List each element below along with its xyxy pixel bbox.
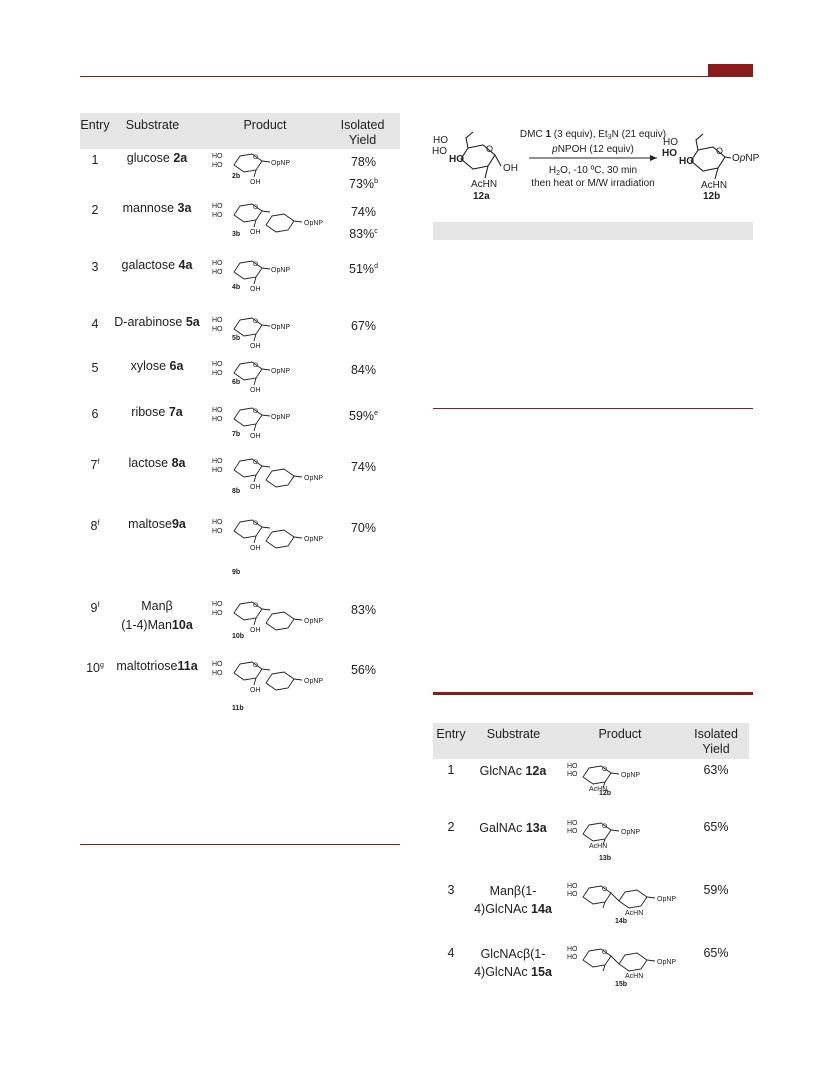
row-entry: 6 (91, 407, 99, 422)
group-ring-o: O (253, 408, 259, 415)
group-ring-o: O (253, 154, 259, 161)
sm-structure (461, 132, 501, 178)
prod-label: 12b (703, 191, 721, 202)
group-ring-o: O (253, 602, 259, 609)
group-ho: HO (212, 153, 223, 160)
group-achn: AcHN (589, 843, 608, 850)
t2-header-yield-line2: Yield (702, 742, 730, 756)
compound-label: 10b (232, 633, 245, 640)
row-entry: 9$^f$ (90, 601, 100, 616)
group-ho: HO (212, 610, 223, 617)
product-structure (210, 312, 335, 350)
group-opnp: OpNP (621, 772, 641, 779)
group-opnp: OpNP (271, 414, 291, 421)
row-substrate: GlcNAc 12a (479, 764, 547, 778)
t2-header-yield (685, 727, 747, 757)
product-structure (210, 453, 335, 495)
row-substrate: xylose 6a (130, 359, 184, 373)
reagent-line-2: pNPOH (12 equiv) (552, 144, 634, 155)
scheme-svg (432, 118, 760, 214)
row-entry: 2 (447, 820, 455, 834)
row-substrate: Manβ (1-4)Man10a (121, 599, 193, 632)
compound-label: 15b (615, 981, 628, 988)
row-substrate: GlcNAcβ(1- 4)GlcNAc 15a (474, 947, 552, 979)
group-oh: OH (250, 433, 261, 440)
group-ho: HO (212, 317, 223, 324)
group-ring-o: O (253, 520, 259, 527)
product-structure (210, 148, 335, 186)
group-ring-o: O (602, 823, 608, 830)
row-yield: 51%$^d$ (349, 262, 378, 277)
row-entry: 5 (91, 361, 99, 376)
row-yield: 83% (350, 603, 377, 618)
product-structure (210, 356, 335, 394)
compound-label: 11b (232, 705, 244, 712)
row-entry: 3 (91, 260, 99, 275)
group-ho: HO (212, 361, 223, 368)
prod-ho-1: HO (663, 137, 678, 148)
group-ho: HO (212, 601, 223, 608)
row-yield: 63% (703, 763, 729, 777)
group-ho: HO (212, 670, 223, 677)
group-ho: HO (212, 260, 223, 267)
group-oh: OH (250, 545, 261, 552)
t2-header-yield-line1: Isolated (694, 727, 738, 741)
compound-label: 8b (232, 488, 241, 495)
compound-label: 3b (232, 231, 241, 238)
row-entry: 1 (447, 763, 455, 777)
group-ring-o: O (602, 886, 608, 893)
product-structure (565, 817, 693, 861)
group-ho: HO (567, 828, 578, 835)
product-structure (210, 656, 335, 712)
row-entry: 4 (447, 946, 455, 960)
group-opnp: OpNP (304, 678, 324, 685)
header-tab (708, 64, 753, 77)
product-structure (210, 198, 335, 238)
group-ring-o: O (253, 459, 259, 466)
group-ho: HO (212, 519, 223, 526)
group-oh: OH (250, 627, 261, 634)
row-yield: 59%$^e$ (349, 409, 378, 424)
group-ho: HO (212, 661, 223, 668)
row-substrate: lactose 8a (128, 456, 186, 470)
row-substrate: galactose 4a (121, 258, 193, 272)
group-oh: OH (250, 286, 261, 293)
reaction-arrowhead (650, 155, 657, 161)
group-ring-o: O (253, 318, 259, 325)
header-yield (330, 118, 395, 148)
scheme-caption-bar (433, 222, 753, 240)
row-yield: 56% (350, 663, 377, 678)
group-ring-o: O (253, 362, 259, 369)
group-opnp: OpNP (657, 959, 677, 966)
row-entry: 7$^f$ (90, 458, 100, 473)
row-yield: 74% (350, 460, 377, 475)
prod-opnp: OpNP (732, 153, 760, 164)
prod-achn: AcHN (701, 180, 728, 191)
compound-label: 5b (232, 335, 241, 342)
compound-label: 2b (232, 173, 241, 180)
header-entry: Entry (80, 118, 110, 132)
row-entry: 1 (91, 153, 99, 168)
compound-label: 6b (232, 379, 241, 386)
group-oh: OH (250, 387, 261, 394)
row-yield: 84% (350, 363, 377, 378)
row-substrate: maltose9a (128, 517, 186, 531)
t2-header-entry: Entry (436, 727, 466, 741)
row-yield: 78% 73%$^b$ (349, 155, 378, 192)
group-opnp: OpNP (304, 618, 324, 625)
header-product: Product (243, 118, 287, 132)
group-oh: OH (250, 179, 261, 186)
group-ho: HO (212, 407, 223, 414)
group-ho: HO (212, 326, 223, 333)
group-ho: HO (567, 763, 578, 770)
product-structure (565, 943, 693, 987)
group-achn: AcHN (625, 910, 644, 917)
group-ho: HO (567, 891, 578, 898)
row-yield: 59% (703, 883, 729, 897)
row-substrate: glucose 2a (126, 151, 188, 165)
sm-oh: OH (503, 163, 518, 174)
sm-achn: AcHN (471, 179, 498, 190)
group-oh: OH (250, 343, 261, 350)
group-opnp: OpNP (271, 160, 291, 167)
compound-label: 12b (599, 790, 612, 797)
row-entry: 8$^f$ (90, 519, 100, 534)
group-ho: HO (212, 467, 223, 474)
table-2-top-rule (433, 692, 753, 695)
group-opnp: OpNP (271, 324, 291, 331)
prod-ho-3: HO (679, 156, 694, 167)
group-ho: HO (212, 269, 223, 276)
table-1-bottom-rule (80, 844, 400, 845)
group-opnp: OpNP (304, 475, 324, 482)
row-yield: 74% 83%$^c$ (349, 205, 378, 242)
t2-header-substrate: Substrate (486, 727, 541, 741)
row-substrate: maltotriose11a (116, 659, 198, 673)
row-substrate: Manβ(1- 4)GlcNAc 14a (474, 884, 552, 916)
group-ring-o: O (602, 766, 608, 773)
product-structure (210, 514, 335, 576)
sm-ho-1: HO (433, 135, 448, 146)
header-yield-line2: Yield (348, 133, 377, 147)
product-structure (210, 255, 335, 291)
row-yield: 65% (703, 820, 729, 834)
sm-ho-2: HO (432, 146, 447, 157)
group-ho: HO (212, 370, 223, 377)
prod-ring-o: O (716, 146, 724, 156)
group-oh: OH (250, 484, 261, 491)
product-structure (210, 596, 335, 640)
row-substrate: GalNAc 13a (479, 821, 547, 835)
compound-label: 9b (232, 569, 241, 576)
section-rule (433, 408, 753, 409)
row-yield: 67% (350, 319, 377, 334)
compound-label: 13b (599, 855, 612, 862)
compound-label: 14b (615, 918, 628, 925)
group-ho: HO (567, 771, 578, 778)
product-structure (565, 760, 693, 796)
row-substrate: mannose 3a (122, 201, 192, 215)
row-yield: 70% (350, 521, 377, 536)
group-ho: HO (212, 203, 223, 210)
row-yield: 65% (703, 946, 729, 960)
group-ring-o: O (253, 662, 259, 669)
group-opnp: OpNP (304, 536, 324, 543)
product-structure (565, 880, 693, 924)
reagent-line-3: $H_2O$, -10 ºC, 30 min (548, 165, 638, 177)
reagent-line-4: then heat or M/W irradiation (531, 178, 655, 189)
row-substrate: ribose 7a (131, 405, 183, 419)
header-yield-line1: Isolated (340, 118, 385, 132)
group-oh: OH (250, 229, 261, 236)
sm-ho-3: HO (449, 154, 464, 165)
group-ho: HO (567, 954, 578, 961)
row-entry: 3 (447, 883, 455, 897)
group-achn: AcHN (589, 786, 608, 793)
compound-label: 7b (232, 431, 241, 438)
sm-ring-o: O (486, 144, 494, 154)
group-ho: HO (567, 820, 578, 827)
sm-label: 12a (473, 191, 490, 202)
group-ho: HO (212, 162, 223, 169)
group-ring-o: O (253, 204, 259, 211)
row-substrate: D-arabinose 5a (114, 315, 200, 329)
group-opnp: OpNP (621, 829, 641, 836)
t2-header-product: Product (598, 727, 642, 741)
group-achn: AcHN (625, 973, 644, 980)
header-substrate: Substrate (125, 118, 180, 132)
group-ho: HO (567, 883, 578, 890)
compound-label: 4b (232, 284, 241, 291)
product-structure (210, 402, 335, 438)
prod-ho-2: HO (662, 148, 677, 159)
reagent-line-1: DMC 1 (3 equiv), $Et_3N$ (21 equiv) (519, 129, 667, 141)
group-ho: HO (212, 528, 223, 535)
group-oh: OH (250, 687, 261, 694)
group-opnp: OpNP (271, 368, 291, 375)
header-rule (80, 76, 753, 77)
group-ho: HO (567, 946, 578, 953)
product-structure (691, 134, 731, 179)
group-ring-o: O (253, 261, 259, 268)
group-ring-o: O (602, 949, 608, 956)
group-opnp: OpNP (271, 267, 291, 274)
row-entry: 2 (91, 203, 99, 218)
group-ho: HO (212, 212, 223, 219)
group-ho: HO (212, 458, 223, 465)
group-opnp: OpNP (304, 220, 324, 227)
row-entry: 10$^g$ (86, 661, 104, 676)
group-opnp: OpNP (657, 896, 677, 903)
group-ho: HO (212, 416, 223, 423)
row-entry: 4 (91, 317, 99, 332)
